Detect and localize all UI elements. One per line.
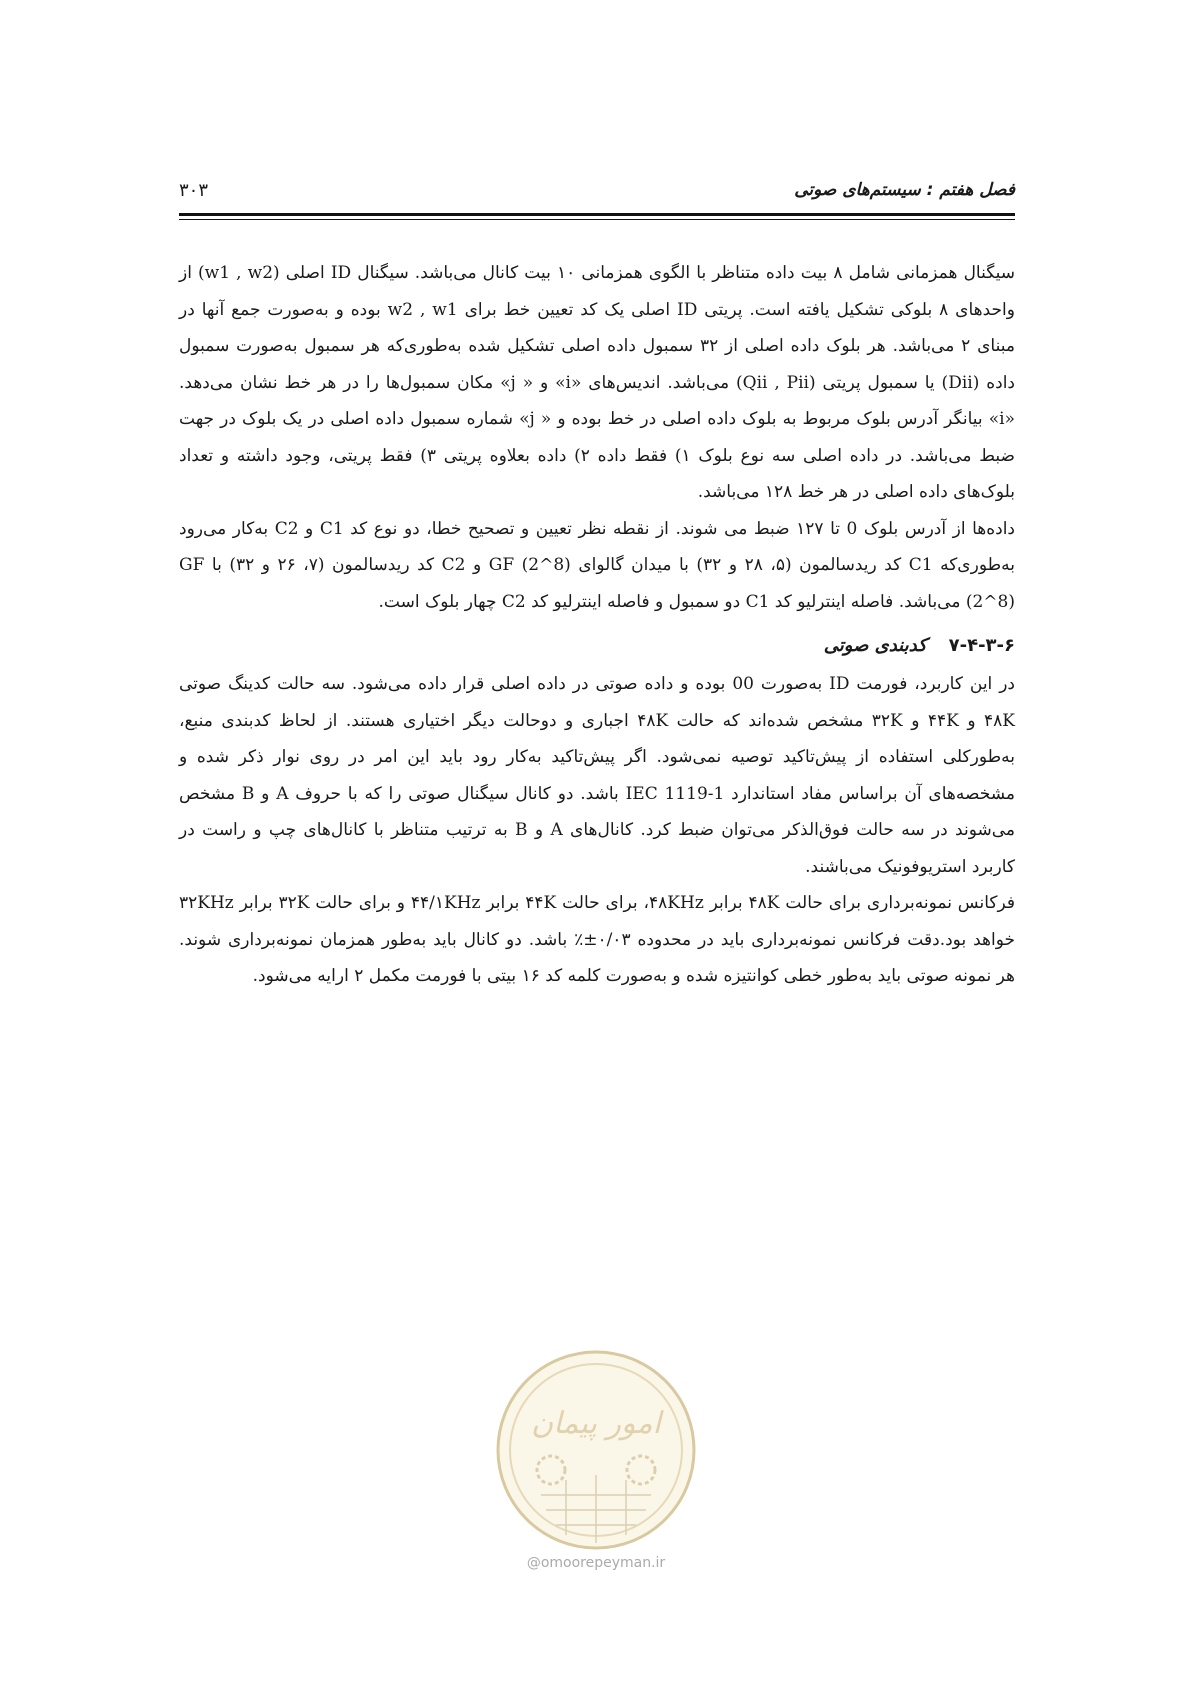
header-rule-thin xyxy=(179,219,1015,220)
watermark-url xyxy=(491,1555,701,1571)
body-text xyxy=(179,255,1015,995)
section-title: کدبندی صوتی xyxy=(823,635,927,656)
watermark-logo xyxy=(491,1345,701,1555)
page-header xyxy=(179,180,1015,206)
page-number: ۳۰۳ xyxy=(179,180,209,201)
running-head: فصل هفتم : سیستم‌های صوتی xyxy=(794,180,1015,200)
paragraph-sampling-frequency: فرکانس نمونه‌برداری برای حالت ۴۸K برابر ۴۸KHz، برای حالت ۴۴K برابر ۴۴/۱KHz و برای حالت ۳۲K برابر ۳۲KHz خواهد بود.دقت فرکانس نمونه‌برداری باید در محدوده ۰/۰۳±٪ باشد. دو کانال باید به‌طور همزمان نمونه‌برداری شوند. هر نمونه صوتی باید به‌طور خطی کوانتیزه شده و به‌صورت کلمه کد ۱۶ بیتی با فورمت مکمل ۲ ارایه می‌شود. xyxy=(179,893,1015,986)
paragraph-audio-coding: در این کاربرد، فورمت ID به‌صورت 00 بوده و داده صوتی در داده اصلی قرار داده می‌شود. سه حالت کدینگ صوتی ۴۸K و ۴۴K و ۳۲K مشخص شده‌اند که حالت ۴۸K اجباری و دوحالت دیگر اختیاری هستند. از لحاظ کدبندی منبع، به‌طورکلی استفاده از پیش‌تاکید توصیه نمی‌شود. اگر پیش‌تاکید به‌کار رود باید این امر در روی نوار ذکر شده و مشخصه‌های آن براساس مفاد استاندارد IEC 1119-1 باشد. دو کانال سیگنال صوتی را که با حروف A و B مشخص می‌شوند در سه حالت فوق‌الذکر می‌توان ضبط کرد. کانال‌های A و B به ترتیب متناظر با کانال‌های چپ و راست در کاربرد استریوفونیک می‌باشند. xyxy=(179,674,1015,877)
watermark-logo-text: امور پیمان xyxy=(531,1406,661,1441)
section-heading xyxy=(179,626,1015,666)
header-rule-thick xyxy=(179,213,1015,216)
paragraph-sync-signal: سیگنال همزمانی شامل ۸ بیت داده متناظر با الگوی همزمانی ۱۰ بیت کانال می‌باشد. سیگنال ID اصلی (w1 , w2) از واحدهای ۸ بلوکی تشکیل یافته است. پریتی ID اصلی یک کد تعیین خط برای w2 , w1 بوده و به‌صورت جمع آنها در مبنای ۲ می‌باشد. هر بلوک داده اصلی از ۳۲ سمبول داده اصلی تشکیل شده به‌طوری‌که هر سمبول به‌صورت سمبول داده (Dii) یا سمبول پریتی (Qii , Pii) می‌باشد. اندیس‌های «i» و « j» مکان سمبول‌ها را در هر خط نشان می‌دهد. «i» بیانگر آدرس بلوک مربوط به بلوک داده اصلی در خط بوده و « j» شماره سمبول داده اصلی در یک بلوک در جهت ضبط می‌باشد. در داده اصلی سه نوع بلوک ۱) فقط داده ۲) داده بعلاوه پریتی ۳) فقط پریتی، وجود داشته و تعداد بلوک‌های داده اصلی در هر خط ۱۲۸ می‌باشد. xyxy=(179,263,1015,502)
at-icon: @ xyxy=(526,1555,541,1571)
watermark-url-text: omoorepeyman.ir xyxy=(540,1555,666,1571)
paragraph-error-correction: داده‌ها از آدرس بلوک 0 تا ۱۲۷ ضبط می شوند. از نقطه نظر تعیین و تصحیح خطا، دو نوع کد C1 و C2 به‌کار می‌رود به‌طوری‌که C1 کد ریدسالمون (۵، ۲۸ و ۳۲) با میدان گالوای GF (2^8) و C2 کد ریدسالمون (۷، ۲۶ و ۳۲) با GF (2^8) می‌باشد. فاصله اینترلیو کد C1 دو سمبول و فاصله اینترلیو کد C2 چهار بلوک است. xyxy=(179,518,1015,612)
section-number: ۷-۴-۳-۶ xyxy=(948,635,1015,656)
